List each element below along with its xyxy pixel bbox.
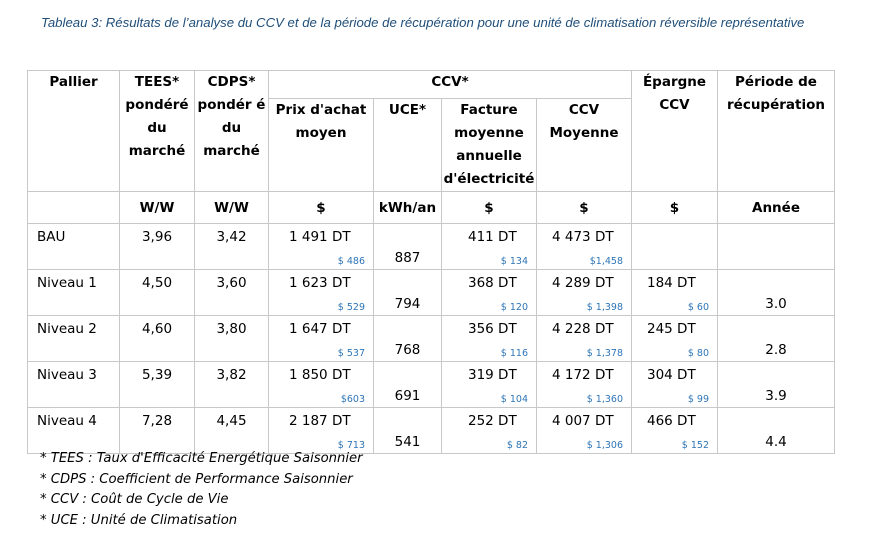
ccv-value: 4 289 DT [552, 275, 614, 291]
facture-usd: $ 120 [500, 302, 528, 313]
prix-value: 1 647 DT [289, 321, 351, 337]
ccv-usd: $ 1,378 [586, 348, 623, 359]
prix-usd: $603 [340, 394, 365, 405]
prix-usd: $ 537 [337, 348, 365, 359]
cell-uce [374, 408, 442, 454]
periode-value: 4.4 [765, 434, 787, 450]
epargne-value: 184 DT [647, 275, 696, 291]
cell-tees: 4,60 [120, 316, 195, 362]
cell-facture [442, 224, 537, 270]
cell-cdps: 3,60 [195, 270, 269, 316]
footnotes [40, 449, 363, 531]
cell-cdps: 4,45 [195, 408, 269, 454]
cell-cdps: 3,42 [195, 224, 269, 270]
uce-value: 691 [394, 388, 421, 404]
header-ccv-group: CCV* [269, 71, 632, 99]
cell-tees: 4,50 [120, 270, 195, 316]
cell-epargne [632, 362, 718, 408]
footnote-ccv: * CCV : Coût de Cycle de Vie [40, 492, 229, 507]
unit-epargne: $ [632, 192, 718, 224]
uce-value: 887 [394, 250, 421, 266]
facture-value: 319 DT [468, 367, 517, 383]
unit-ccv-moyenne: $ [537, 192, 632, 224]
cell-epargne [632, 408, 718, 454]
cell-tees: 3,96 [120, 224, 195, 270]
ccv-value: 4 007 DT [552, 413, 614, 429]
prix-value: 1 491 DT [289, 229, 351, 245]
cell-prix [269, 316, 374, 362]
prix-value: 2 187 DT [289, 413, 351, 429]
ccv-usd: $ 1,306 [586, 440, 623, 451]
header-prix: Prix d'achat moyen [269, 99, 374, 192]
unit-prix: $ [269, 192, 374, 224]
epargne-value: 304 DT [647, 367, 696, 383]
cell-cdps: 3,80 [195, 316, 269, 362]
table-row [28, 270, 835, 316]
uce-value: 794 [394, 296, 421, 312]
cell-prix [269, 270, 374, 316]
facture-value: 411 DT [468, 229, 517, 245]
ccv-usd: $ 1,360 [586, 394, 623, 405]
uce-value: 768 [394, 342, 421, 358]
table-caption: Tableau 3: Résultats de l’analyse du CCV et de la période de récupération pour une unité de climatisation réversible représentative [41, 15, 805, 30]
cell-periode [718, 362, 835, 408]
epargne-usd: $ 99 [687, 394, 709, 405]
table-row [28, 362, 835, 408]
table-row [28, 224, 835, 270]
cell-prix [269, 362, 374, 408]
header-ccv-moyenne: CCV Moyenne [537, 99, 632, 192]
cell-epargne [632, 224, 718, 270]
cell-epargne [632, 270, 718, 316]
facture-usd: $ 134 [500, 256, 528, 267]
header-tees: TEES* pondéré du marché [120, 71, 195, 192]
header-uce: UCE* [374, 99, 442, 192]
facture-usd: $ 116 [500, 348, 528, 359]
unit-pallier [28, 192, 120, 224]
cell-periode [718, 408, 835, 454]
unit-cdps: W/W [195, 192, 269, 224]
facture-usd: $ 82 [506, 440, 528, 451]
cell-pallier: BAU [28, 224, 120, 270]
ccv-value: 4 228 DT [552, 321, 614, 337]
uce-value: 541 [394, 434, 421, 450]
header-facture: Facture moyenne annuelle d'électricité [442, 99, 537, 192]
epargne-usd: $ 80 [687, 348, 709, 359]
footnote-cdps: * CDPS : Coefficient de Performance Saisonnier [40, 471, 353, 487]
ccv-usd: $1,458 [589, 256, 623, 267]
prix-value: 1 850 DT [289, 367, 351, 383]
prix-usd: $ 529 [337, 302, 365, 313]
table-row [28, 408, 835, 454]
epargne-usd: $ 60 [687, 302, 709, 313]
prix-usd: $ 486 [337, 256, 365, 267]
cell-pallier: Niveau 4 [28, 408, 120, 454]
cell-periode [718, 270, 835, 316]
ccv-value: 4 172 DT [552, 367, 614, 383]
cell-facture [442, 362, 537, 408]
footnote-uce: * UCE : Unité de Climatisation [40, 512, 238, 528]
unit-uce: kWh/an [374, 192, 442, 224]
cell-pallier: Niveau 1 [28, 270, 120, 316]
epargne-usd: $ 152 [681, 440, 709, 451]
cell-prix [269, 224, 374, 270]
cell-epargne [632, 316, 718, 362]
results-table [27, 70, 835, 454]
facture-value: 252 DT [468, 413, 517, 429]
cell-facture [442, 408, 537, 454]
cell-cdps: 3,82 [195, 362, 269, 408]
periode-value: 2.8 [765, 342, 787, 358]
footnote-tees: * TEES : Taux d'Efficacité Energétique Saisonnier [40, 451, 363, 466]
ccv-value: 4 473 DT [552, 229, 614, 245]
cell-facture [442, 270, 537, 316]
cell-facture [442, 316, 537, 362]
cell-pallier: Niveau 2 [28, 316, 120, 362]
cell-uce [374, 224, 442, 270]
cell-periode [718, 316, 835, 362]
ccv-usd: $ 1,398 [586, 302, 623, 313]
cell-ccv [537, 224, 632, 270]
table-row [28, 316, 835, 362]
cell-ccv [537, 362, 632, 408]
cell-ccv [537, 316, 632, 362]
cell-uce [374, 270, 442, 316]
epargne-value: 245 DT [647, 321, 696, 337]
periode-value: 3.0 [765, 296, 787, 312]
prix-usd: $ 713 [337, 440, 365, 451]
header-periode: Période de récupération [718, 71, 835, 192]
unit-tees: W/W [120, 192, 195, 224]
header-epargne: Épargne CCV [632, 71, 718, 192]
unit-periode: Année [718, 192, 835, 224]
cell-tees: 5,39 [120, 362, 195, 408]
periode-value: 3.9 [765, 388, 787, 404]
cell-prix [269, 408, 374, 454]
epargne-value: 466 DT [647, 413, 696, 429]
cell-uce [374, 362, 442, 408]
cell-uce [374, 316, 442, 362]
facture-usd: $ 104 [500, 394, 528, 405]
cell-ccv [537, 408, 632, 454]
header-pallier: Pallier [28, 71, 120, 192]
cell-tees: 7,28 [120, 408, 195, 454]
cell-pallier: Niveau 3 [28, 362, 120, 408]
unit-facture: $ [442, 192, 537, 224]
facture-value: 356 DT [468, 321, 517, 337]
header-cdps: CDPS* pondér é du marché [195, 71, 269, 192]
cell-ccv [537, 270, 632, 316]
cell-periode [718, 224, 835, 270]
prix-value: 1 623 DT [289, 275, 351, 291]
facture-value: 368 DT [468, 275, 517, 291]
